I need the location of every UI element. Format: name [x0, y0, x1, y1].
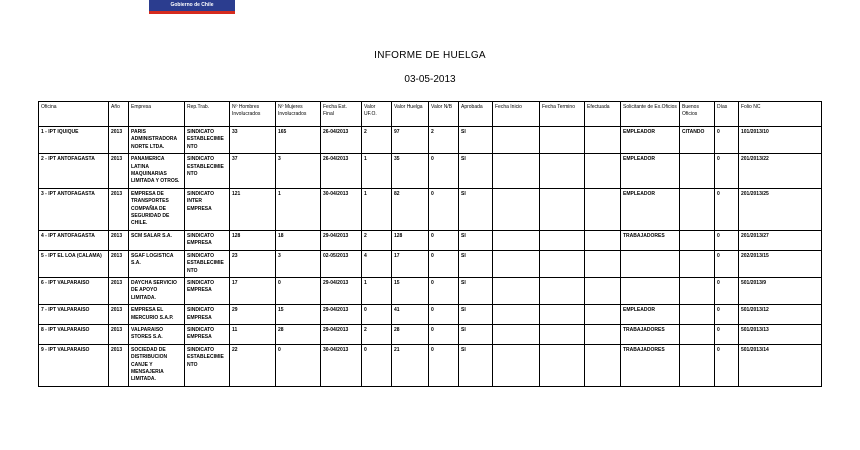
table-cell: PARIS ADMINISTRADORA NORTE LTDA. [129, 127, 185, 154]
table-cell [585, 324, 621, 344]
table-cell: TRABAJADORES [621, 324, 680, 344]
table-cell: SINDICATO ESTABLECIMIENTO [185, 250, 230, 277]
table-cell: 2013 [109, 277, 129, 304]
table-cell: 18 [276, 230, 321, 250]
table-cell: 2013 [109, 250, 129, 277]
table-cell [540, 188, 585, 230]
table-cell [493, 127, 540, 154]
table-cell: 128 [392, 230, 429, 250]
table-cell: 0 [429, 154, 459, 189]
table-cell: 3 [276, 250, 321, 277]
table-cell: 2 [362, 127, 392, 154]
table-cell: DAYCHA SERVICIO DE APOYO LIMITADA. [129, 277, 185, 304]
table-cell: 17 [230, 277, 276, 304]
table-row [39, 230, 822, 250]
logo-red-stripe [149, 11, 235, 14]
table-cell: 2013 [109, 230, 129, 250]
table-cell: SINDICATO ESTABLECIMIENTO [185, 344, 230, 386]
strike-report-table [38, 101, 822, 387]
table-cell: 33 [230, 127, 276, 154]
table-cell: 101/2013/10 [739, 127, 822, 154]
table-cell: 1 [362, 154, 392, 189]
report-date: 03-05-2013 [404, 74, 456, 85]
table-cell [540, 305, 585, 325]
table-row [39, 277, 822, 304]
table-cell: EMPRESA EL MERCURIO S.A.P. [129, 305, 185, 325]
table-cell [493, 188, 540, 230]
table-cell: 35 [392, 154, 429, 189]
table-cell: 26-04/2013 [321, 154, 362, 189]
table-cell [540, 127, 585, 154]
table-cell: 29-04/2013 [321, 324, 362, 344]
column-header: Oficina [39, 102, 109, 127]
table-cell [585, 277, 621, 304]
table-cell: 6 - IPT VALPARAISO [39, 277, 109, 304]
table-cell [493, 154, 540, 189]
table-cell: 8 - IPT VALPARAISO [39, 324, 109, 344]
table-cell: SI [459, 127, 493, 154]
table-cell: 0 [715, 188, 739, 230]
column-header: Folio NC [739, 102, 822, 127]
report-title: INFORME DE HUELGA [374, 50, 486, 61]
table-cell [680, 344, 715, 386]
table-cell: SI [459, 324, 493, 344]
table-cell: SOCIEDAD DE DISTRIBUCION CANJE Y MENSAJERIA LIMITADA. [129, 344, 185, 386]
table-cell: 0 [276, 277, 321, 304]
table-cell: 29-04/2013 [321, 277, 362, 304]
table-cell: EMPLEADOR [621, 127, 680, 154]
table-row [39, 250, 822, 277]
table-cell [493, 324, 540, 344]
column-header: Fecha Est. Final [321, 102, 362, 127]
table-cell: 0 [429, 344, 459, 386]
table-cell: 501/2013/13 [739, 324, 822, 344]
column-header: Valor N/B [429, 102, 459, 127]
table-cell: SI [459, 230, 493, 250]
table-cell [585, 344, 621, 386]
table-cell: 0 [429, 250, 459, 277]
table-cell: 121 [230, 188, 276, 230]
table-cell: 02-05/2013 [321, 250, 362, 277]
table-cell: 2013 [109, 324, 129, 344]
table-cell [585, 127, 621, 154]
table-cell: 2013 [109, 188, 129, 230]
table-cell: 1 [276, 188, 321, 230]
column-header: Valor Huelga [392, 102, 429, 127]
table-cell [585, 154, 621, 189]
table-cell: CITANDO [680, 127, 715, 154]
table-cell [680, 250, 715, 277]
table-cell: 29-04/2013 [321, 230, 362, 250]
table-cell: EMPLEADOR [621, 188, 680, 230]
table-cell [680, 188, 715, 230]
table-cell [540, 324, 585, 344]
table-row [39, 154, 822, 189]
table-cell [680, 324, 715, 344]
table-cell: 2 - IPT ANTOFAGASTA [39, 154, 109, 189]
table-cell: 0 [715, 277, 739, 304]
table-cell: 0 [276, 344, 321, 386]
table-cell: 3 [276, 154, 321, 189]
table-cell: 501/2013/9 [739, 277, 822, 304]
table-cell: 1 [362, 277, 392, 304]
table-cell: 201/2013/27 [739, 230, 822, 250]
table-cell [493, 277, 540, 304]
table-header-row [39, 102, 822, 127]
column-header: Buenos Oficios [680, 102, 715, 127]
table-cell: 0 [429, 277, 459, 304]
table-cell: 17 [392, 250, 429, 277]
table-cell: 15 [276, 305, 321, 325]
column-header: Aprobada [459, 102, 493, 127]
table-cell: 28 [392, 324, 429, 344]
table-cell: 2 [362, 324, 392, 344]
table-cell: SI [459, 188, 493, 230]
column-header: Rep.Trab. [185, 102, 230, 127]
table-cell [621, 250, 680, 277]
column-header: Nº Hombres Involucrados [230, 102, 276, 127]
table-cell [680, 277, 715, 304]
logo-text: Gobierno de Chile [170, 2, 214, 8]
table-cell [585, 305, 621, 325]
table-cell: 165 [276, 127, 321, 154]
table-cell: 0 [429, 188, 459, 230]
table-cell: 3 - IPT ANTOFAGASTA [39, 188, 109, 230]
table-cell [585, 250, 621, 277]
table-cell: 0 [715, 154, 739, 189]
table-cell: 15 [392, 277, 429, 304]
table-cell: 7 - IPT VALPARAISO [39, 305, 109, 325]
table-cell: 22 [230, 344, 276, 386]
table-cell [540, 250, 585, 277]
table-cell: 30-04/2013 [321, 188, 362, 230]
table-cell: SINDICATO INTER EMPRESA [185, 188, 230, 230]
table-cell: SCM SALAR S.A. [129, 230, 185, 250]
table-cell: 0 [715, 127, 739, 154]
table-cell: SI [459, 277, 493, 304]
table-cell: EMPLEADOR [621, 305, 680, 325]
table-cell: SI [459, 344, 493, 386]
table-cell [493, 230, 540, 250]
table-cell [585, 230, 621, 250]
table-cell: 201/2013/25 [739, 188, 822, 230]
table-cell: 0 [715, 250, 739, 277]
table-cell: 0 [429, 305, 459, 325]
table-cell: 2 [429, 127, 459, 154]
table-cell: SINDICATO ESTABLECIMIENTO [185, 127, 230, 154]
table-cell: SI [459, 250, 493, 277]
table-cell: 1 [362, 188, 392, 230]
table-cell: 501/2013/12 [739, 305, 822, 325]
table-cell: 26-04/2013 [321, 127, 362, 154]
table-cell: SINDICATO EMPRESA [185, 277, 230, 304]
column-header: Año [109, 102, 129, 127]
table-cell [493, 344, 540, 386]
table-cell: SINDICATO EMPRESA [185, 324, 230, 344]
table-cell: 97 [392, 127, 429, 154]
table-row [39, 188, 822, 230]
table-cell: 82 [392, 188, 429, 230]
table-cell: 29 [230, 305, 276, 325]
table-cell: 202/2013/15 [739, 250, 822, 277]
table-cell: 501/2013/14 [739, 344, 822, 386]
table-cell [680, 230, 715, 250]
table-cell: SGAF LOGISTICA S.A. [129, 250, 185, 277]
table-cell: 30-04/2013 [321, 344, 362, 386]
table-cell: VALPARAISO STORES S.A. [129, 324, 185, 344]
table-cell: 4 [362, 250, 392, 277]
table-cell [540, 230, 585, 250]
column-header: Nº Mujeres Involucrados [276, 102, 321, 127]
column-header: Fecha Termino [540, 102, 585, 127]
table-cell [680, 154, 715, 189]
table-cell [540, 277, 585, 304]
table-cell [540, 154, 585, 189]
table-cell: SINDICATO EMPRESA [185, 305, 230, 325]
table-cell: 37 [230, 154, 276, 189]
table-cell [493, 250, 540, 277]
column-header: Fecha Inicio [493, 102, 540, 127]
table-cell: 0 [715, 305, 739, 325]
table-cell [680, 305, 715, 325]
table-cell: TRABAJADORES [621, 344, 680, 386]
table-cell: SINDICATO ESTABLECIMIENTO [185, 154, 230, 189]
table-cell: 11 [230, 324, 276, 344]
table-cell: 0 [715, 230, 739, 250]
column-header: Valor UF.O. [362, 102, 392, 127]
table-row [39, 305, 822, 325]
table-cell: 0 [362, 344, 392, 386]
gobierno-logo [149, 0, 235, 14]
column-header: Días [715, 102, 739, 127]
table-cell: 2 [362, 230, 392, 250]
table-cell: PANAMERICA LATINA MAQUINARIAS LIMITADA Y OTROS. [129, 154, 185, 189]
table-cell [540, 344, 585, 386]
table-cell: 0 [362, 305, 392, 325]
table-cell: 1 - IPT IQUIQUE [39, 127, 109, 154]
column-header: Empresa [129, 102, 185, 127]
table-cell: 0 [715, 324, 739, 344]
table-cell: 201/2013/22 [739, 154, 822, 189]
table-cell: SINDICATO EMPRESA [185, 230, 230, 250]
table-row [39, 344, 822, 386]
table-cell: 0 [715, 344, 739, 386]
table-cell [585, 188, 621, 230]
table-cell: 5 - IPT EL LOA (CALAMA) [39, 250, 109, 277]
table-cell: 28 [276, 324, 321, 344]
table-row [39, 127, 822, 154]
table-cell: SI [459, 305, 493, 325]
table-cell: 0 [429, 230, 459, 250]
table-cell: SI [459, 154, 493, 189]
table-cell [493, 305, 540, 325]
table-cell: EMPRESA DE TRANSPORTES COMPAÑIA DE SEGURIDAD DE CHILE. [129, 188, 185, 230]
table-cell: 23 [230, 250, 276, 277]
column-header: Solicitante de Ex.Oficios [621, 102, 680, 127]
table-row [39, 324, 822, 344]
table-cell: 29-04/2013 [321, 305, 362, 325]
table-cell: 21 [392, 344, 429, 386]
table-cell: 2013 [109, 344, 129, 386]
table-cell: 2013 [109, 305, 129, 325]
table-cell: TRABAJADORES [621, 230, 680, 250]
table-cell: 4 - IPT ANTOFAGASTA [39, 230, 109, 250]
table-cell: EMPLEADOR [621, 154, 680, 189]
table-cell [621, 277, 680, 304]
table-cell: 128 [230, 230, 276, 250]
table-cell: 9 - IPT VALPARAISO [39, 344, 109, 386]
table-cell: 41 [392, 305, 429, 325]
table-cell: 0 [429, 324, 459, 344]
column-header: Efectuada [585, 102, 621, 127]
table-cell: 2013 [109, 154, 129, 189]
table-cell: 2013 [109, 127, 129, 154]
